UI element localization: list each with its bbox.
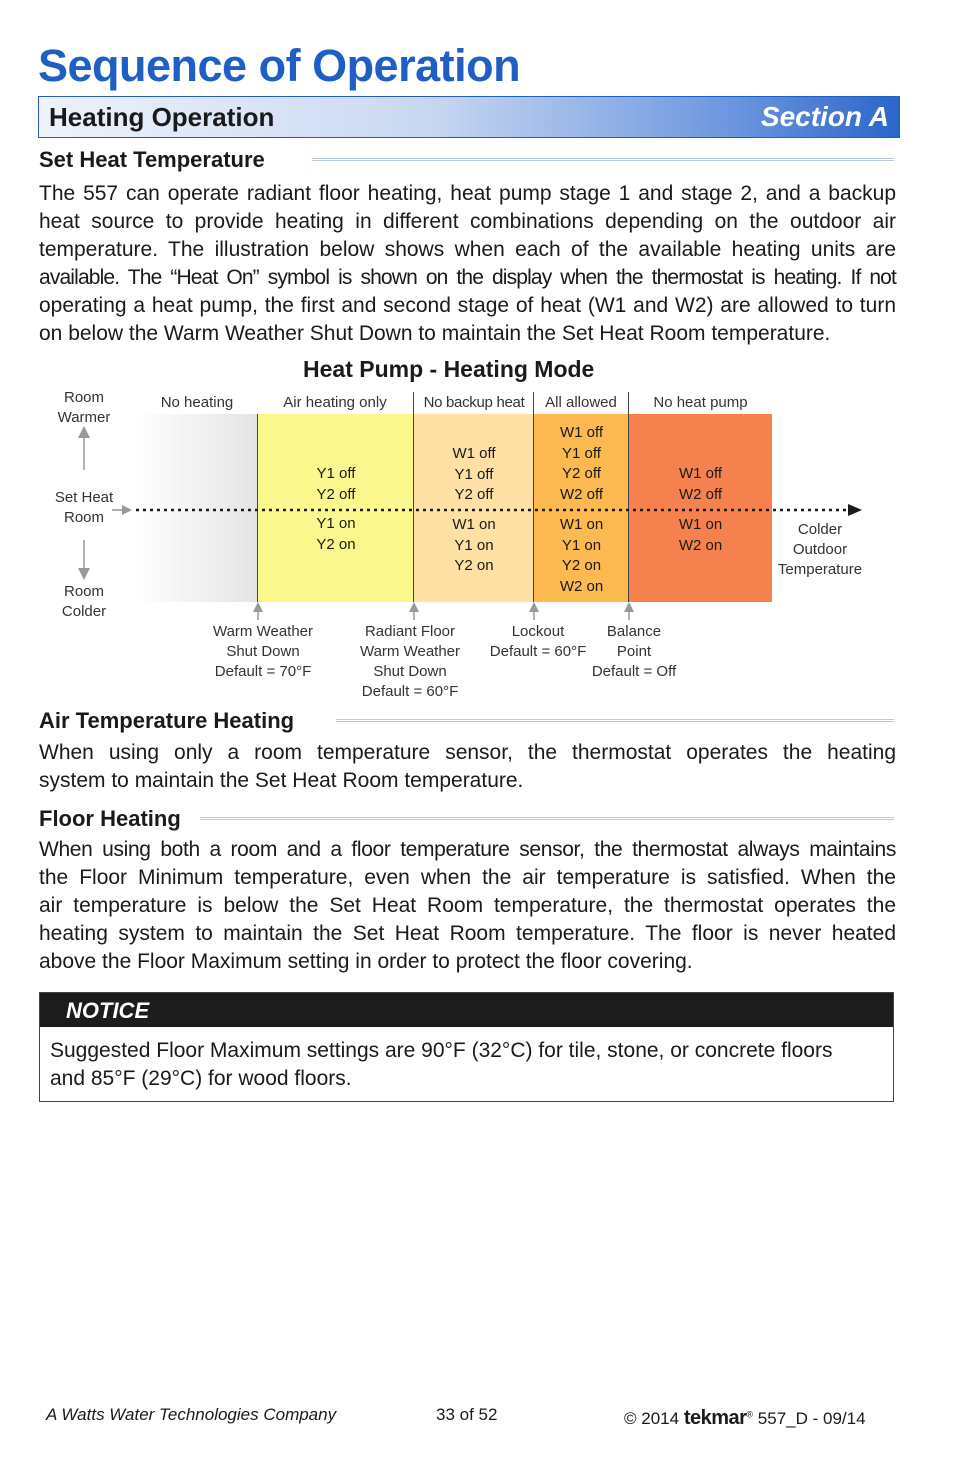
label-text: Warmer bbox=[57, 409, 111, 426]
paragraph-line: on below the Warm Weather Shut Down to maintain the Set Heat Room temperature. bbox=[39, 322, 831, 345]
heading-rule bbox=[312, 158, 894, 161]
floor-heating-paragraph bbox=[39, 836, 896, 976]
state-text: Y1 off bbox=[562, 444, 601, 462]
marker-text: Radiant Floor bbox=[364, 623, 456, 640]
heading-rule bbox=[336, 719, 894, 722]
set-heat-heading: Set Heat Temperature bbox=[39, 147, 265, 172]
paragraph-line: the Floor Minimum temperature, even when the air temperature is satisfied. When the bbox=[39, 866, 896, 889]
state-text: Y2 off bbox=[316, 485, 356, 503]
marker-text: Lockout bbox=[511, 623, 565, 640]
set-heat-paragraph bbox=[39, 180, 896, 348]
paragraph-line: When using both a room and a floor temperature sensor, the thermostat always maintains bbox=[39, 838, 896, 861]
section-label: Section A bbox=[760, 101, 889, 132]
floor-heating-heading: Floor Heating bbox=[39, 806, 181, 831]
state-text: W1 off bbox=[559, 424, 604, 441]
state-text: Y1 on bbox=[561, 536, 602, 554]
state-text: W1 off bbox=[678, 465, 723, 482]
marker-text: Default = 60°F bbox=[361, 683, 459, 700]
state-text: W1 on bbox=[559, 516, 604, 533]
footer-company: A Watts Water Technologies Company bbox=[46, 1405, 337, 1424]
air-temp-heading: Air Temperature Heating bbox=[39, 708, 295, 733]
state-text: Y1 on bbox=[316, 515, 356, 532]
state-text: Y1 off bbox=[316, 465, 356, 482]
marker-balance-point bbox=[579, 622, 689, 682]
state-text: Y2 on bbox=[454, 557, 494, 574]
footer-copyright: © 2014 bbox=[624, 1409, 680, 1428]
zone-label: No heating bbox=[160, 394, 234, 411]
zone-label: All allowed bbox=[545, 394, 617, 411]
marker-text: Point bbox=[616, 643, 652, 660]
marker-text: Default = Off bbox=[591, 663, 677, 680]
air-temp-paragraph bbox=[39, 739, 896, 795]
marker-text: Balance bbox=[606, 623, 662, 640]
paragraph-line: air temperature is below the Set Heat Room temperature, the thermostat operates the bbox=[39, 894, 896, 917]
zone-label: Air heating only bbox=[283, 394, 387, 411]
marker-radiant-floor-wws bbox=[340, 622, 480, 702]
state-text: Y2 on bbox=[561, 557, 602, 574]
paragraph-line: system to maintain the Set Heat Room temperature. bbox=[39, 769, 524, 792]
paragraph-line: above the Floor Maximum setting in order to protect the floor covering. bbox=[39, 950, 693, 973]
arrow-right-icon bbox=[848, 504, 862, 516]
paragraph-line: available. The “Heat On” symbol is shown on the display when the thermostat is heating. If not bbox=[39, 266, 896, 289]
paragraph-line: temperature. The illustration below shows when each of the available heating units are bbox=[39, 238, 896, 261]
state-text: W1 on bbox=[678, 516, 723, 533]
arrow-up-icon bbox=[78, 426, 90, 438]
zone-label: No backup heat bbox=[423, 394, 525, 411]
diagram-title: Heat Pump - Heating Mode bbox=[303, 356, 595, 382]
paragraph-line: The 557 can operate radiant floor heating, heat pump stage 1 and stage 2, and a backup bbox=[39, 182, 896, 205]
section-title: Heating Operation bbox=[49, 102, 275, 132]
notice-line: and 85°F (29°C) for wood floors. bbox=[50, 1067, 352, 1090]
marker-text: Default = 70°F bbox=[214, 663, 312, 680]
label-text: Room bbox=[63, 389, 104, 406]
footer-doc-code: 557_D - 09/14 bbox=[757, 1409, 866, 1428]
label-text: Temperature bbox=[777, 561, 863, 578]
footer-page-number: 33 of 52 bbox=[436, 1405, 498, 1424]
footer-copyright-line bbox=[624, 1407, 866, 1430]
label-text: Colder bbox=[61, 603, 107, 620]
notice-box bbox=[39, 992, 894, 1102]
label-text: Room bbox=[63, 583, 104, 600]
state-text: W1 on bbox=[452, 516, 496, 533]
state-text: W2 off bbox=[559, 485, 604, 503]
arrow-down-icon bbox=[78, 568, 90, 580]
label-text: Room bbox=[63, 509, 104, 526]
state-text: W1 off bbox=[452, 445, 496, 462]
notice-text bbox=[50, 1037, 885, 1093]
marker-warm-weather-shutdown bbox=[193, 622, 333, 682]
paragraph-line: When using only a room temperature sensor, the thermostat operates the heating bbox=[39, 741, 896, 764]
marker-text: Default = 60°F bbox=[489, 643, 587, 660]
marker-text: Shut Down bbox=[373, 663, 447, 680]
marker-text: Warm Weather bbox=[359, 643, 461, 660]
label-text: Outdoor bbox=[792, 541, 848, 558]
diagram-arrows bbox=[0, 380, 954, 620]
label-text: Set Heat bbox=[54, 489, 114, 506]
notice-label: NOTICE bbox=[66, 998, 150, 1023]
state-text: W2 off bbox=[678, 485, 723, 503]
marker-text: Warm Weather bbox=[212, 623, 314, 640]
state-text: Y1 off bbox=[454, 465, 494, 483]
section-header-bar bbox=[38, 96, 900, 138]
notice-line: Suggested Floor Maximum settings are 90°F (32°C) for tile, stone, or concrete floors bbox=[50, 1039, 833, 1062]
label-text: Colder bbox=[797, 521, 843, 538]
paragraph-line: heat source to provide heating in different combinations depending on the outdoor air bbox=[39, 210, 896, 233]
state-text: Y1 on bbox=[454, 536, 494, 554]
heading-rule bbox=[200, 817, 894, 820]
tekmar-logo: tekmar bbox=[683, 1407, 747, 1429]
state-text: W2 on bbox=[678, 536, 723, 554]
state-text: Y2 off bbox=[454, 486, 494, 503]
paragraph-line: heating system to maintain the Set Heat Room temperature. The floor is never heated bbox=[39, 922, 896, 945]
state-text: Y2 on bbox=[316, 535, 356, 553]
page-title: Sequence of Operation bbox=[38, 40, 521, 91]
registered-mark: ® bbox=[746, 1409, 754, 1420]
notice-header bbox=[40, 993, 893, 1027]
marker-text: Shut Down bbox=[226, 643, 300, 660]
zone-label: No heat pump bbox=[653, 394, 748, 411]
state-text: W2 on bbox=[559, 577, 604, 595]
state-text: Y2 off bbox=[562, 465, 601, 482]
paragraph-line: operating a heat pump, the first and second stage of heat (W1 and W2) are allowed to turn bbox=[39, 294, 896, 317]
